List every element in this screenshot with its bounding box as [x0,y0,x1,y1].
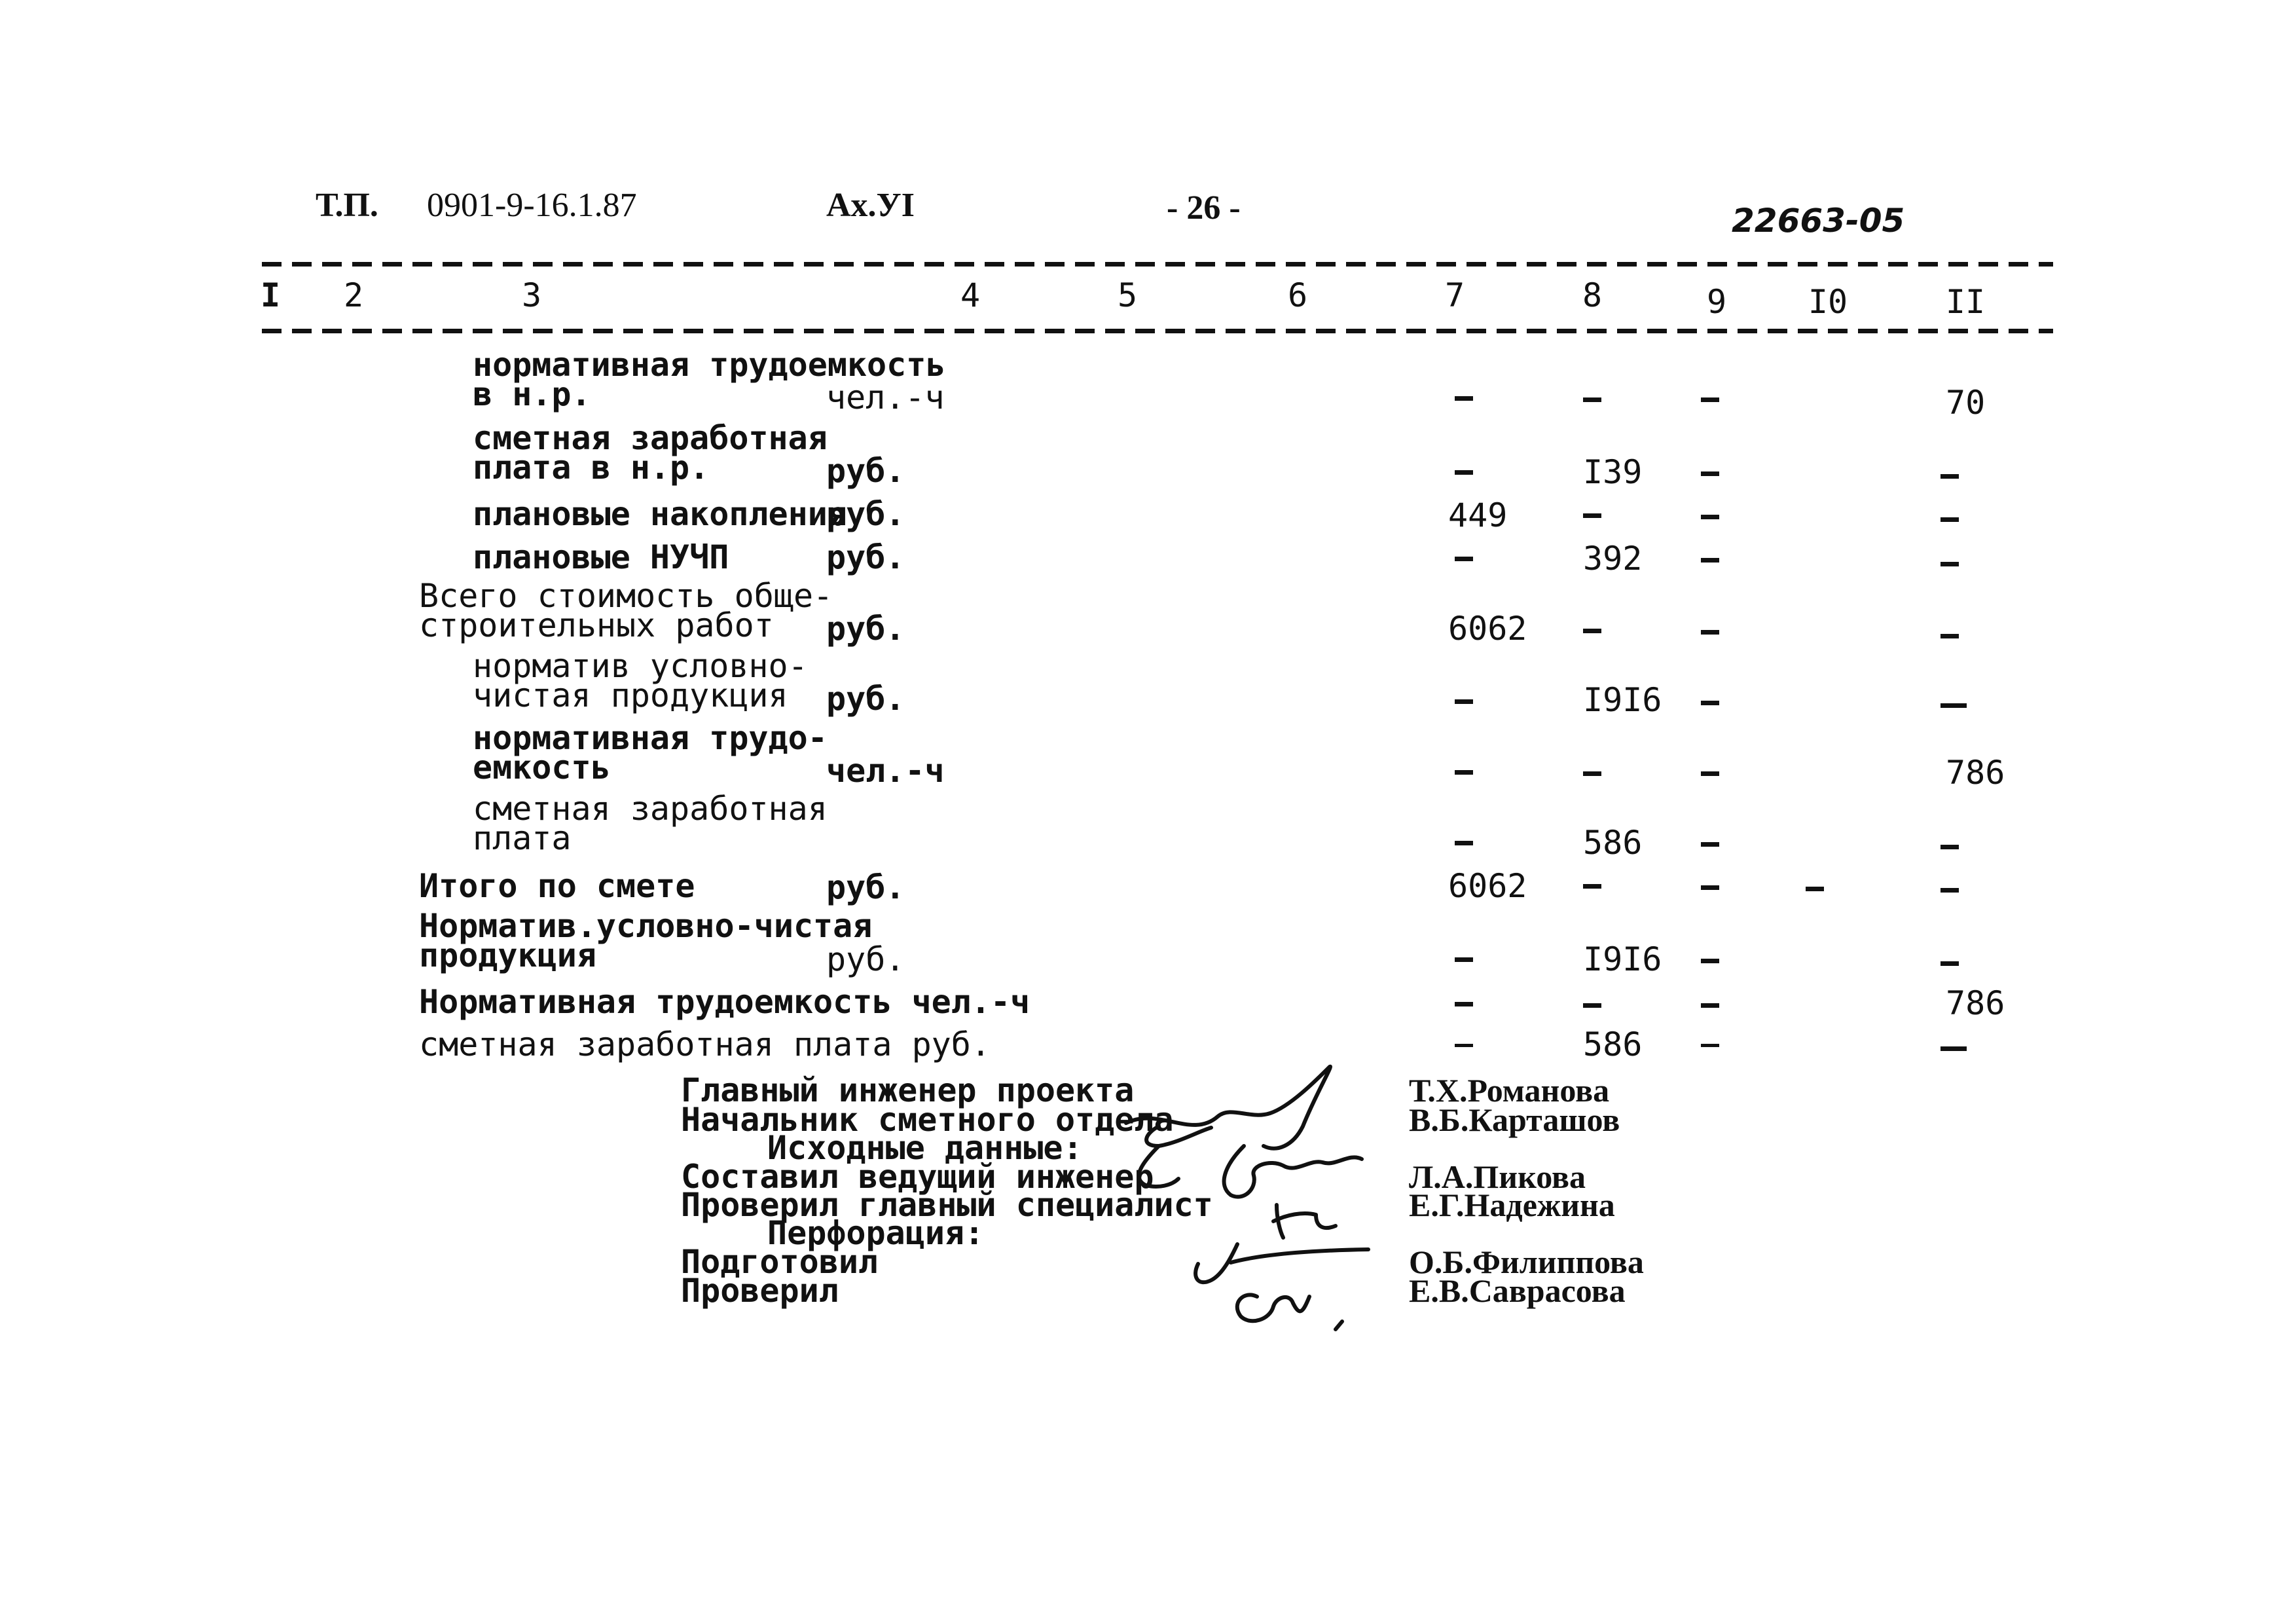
table-row-label: сметная заработная плата в н.р. [473,419,828,487]
table-row-label: сметная заработная плата руб. [419,1025,991,1063]
header-rule-top [262,262,2053,267]
col-header-5: 5 [1117,276,1138,314]
col-header-2: 2 [343,276,364,314]
compiled-by-role: Составил ведущий инженер [681,1158,1154,1196]
table-row-unit: руб. [826,452,905,490]
empty-cell-dash [1701,771,1719,776]
handwritten-doc-number: 22663-05 [1732,202,1905,240]
table-row-unit: руб. [826,610,905,648]
empty-cell-dash [1583,884,1601,889]
chief-engineer-name: Т.Х.Романова [1409,1072,1610,1109]
empty-cell-dash [1701,397,1719,402]
col-header-1: I [260,276,281,314]
col-header-10: I0 [1808,283,1848,321]
empty-cell-dash [1941,562,1959,566]
table-row-label: плановые накопления [473,495,847,533]
dept-head-role: Начальник сметного отдела [681,1101,1174,1139]
empty-cell-dash [1701,959,1719,963]
empty-cell-dash [1583,513,1601,518]
table-row-label: Итого по смете [419,867,695,905]
col-header-3: 3 [521,276,542,314]
empty-cell-dash [1941,845,1959,849]
checked-by-chief-name: Е.Г.Надежина [1409,1187,1615,1223]
table-row-label: Нормативная трудоемкость чел.-ч [419,983,1030,1021]
col-header-11: II [1945,283,1986,321]
empty-cell-dash [1941,1046,1967,1051]
empty-cell-dash [1941,703,1967,708]
empty-cell-dash [1583,771,1601,776]
empty-cell-dash [1583,1003,1601,1008]
empty-cell-dash [1941,888,1959,893]
chief-engineer-role: Главный инженер проекта [681,1071,1135,1109]
col-header-4: 4 [960,276,981,314]
empty-cell-dash [1701,885,1719,890]
source-data-heading: Исходные данные: [767,1129,1083,1167]
empty-cell-dash [1806,887,1824,891]
empty-cell-dash [1455,1044,1473,1047]
value-cell: I39 [1583,453,1643,491]
empty-cell-dash [1583,629,1601,633]
compiled-by-name: Л.А.Пикова [1409,1158,1586,1195]
empty-cell-dash [1701,558,1719,563]
value-cell: 70 [1946,384,1986,422]
table-row-label: нормативная трудоемкость в н.р. [473,346,946,413]
col-header-6: 6 [1287,276,1308,314]
table-row-unit: руб. [826,868,905,906]
empty-cell-dash [1455,841,1473,845]
dept-head-name: В.Б.Карташов [1409,1101,1620,1138]
checked-by-name: Е.В.Саврасова [1409,1272,1626,1309]
table-row-unit: руб. [826,495,905,533]
empty-cell-dash [1701,701,1719,705]
col-header-8: 8 [1582,276,1603,314]
table-row-label: сметная заработная плата [473,790,828,857]
empty-cell-dash [1941,474,1959,479]
table-row-label: плановые НУЧП [473,538,729,576]
empty-cell-dash [1455,1002,1473,1006]
empty-cell-dash [1583,397,1601,402]
empty-cell-dash [1455,699,1473,704]
table-row-unit: чел.-ч [826,752,945,790]
value-cell: I9I6 [1583,940,1662,978]
empty-cell-dash [1701,471,1719,476]
header-rule-bottom [262,329,2053,333]
table-row-label: Всего стоимость обще- строительных работ [419,577,833,644]
empty-cell-dash [1701,842,1719,847]
col-header-7: 7 [1444,276,1465,314]
value-cell: 586 [1583,1025,1643,1063]
perforation-heading: Перфорация: [767,1214,985,1252]
empty-cell-dash [1701,1003,1719,1008]
value-cell: 786 [1946,984,2005,1022]
prepared-by-role: Подготовил [681,1243,879,1281]
empty-cell-dash [1455,557,1473,561]
empty-cell-dash [1455,396,1473,401]
empty-cell-dash [1701,1044,1719,1047]
value-cell: 586 [1583,824,1643,862]
empty-cell-dash [1455,470,1473,475]
project-code: 0901-9-16.1.87 [427,187,637,224]
handwritten-signatures [1120,1054,1394,1345]
value-cell: 392 [1583,540,1643,578]
col-header-9: 9 [1706,283,1727,321]
empty-cell-dash [1701,630,1719,635]
empty-cell-dash [1455,770,1473,775]
value-cell: 449 [1448,496,1508,534]
album-label: Ах.УI [826,187,915,224]
value-cell: 6062 [1448,610,1527,648]
value-cell: I9I6 [1583,681,1662,719]
table-row-label: норматив условно- чистая продукция [473,647,808,714]
tp-label: Т.П. [316,187,378,224]
empty-cell-dash [1941,961,1959,966]
checked-by-role: Проверил [681,1272,839,1310]
table-row-unit: руб. [826,538,905,576]
table-row-unit: руб. [826,680,905,718]
empty-cell-dash [1455,957,1473,962]
value-cell: 786 [1946,754,2005,792]
table-row-unit: чел.-ч [826,378,945,416]
table-row-label: Норматив.условно-чистая продукция [419,907,873,974]
empty-cell-dash [1941,634,1959,638]
table-row-unit: руб. [826,940,905,978]
checked-by-chief-role: Проверил главный специалист [681,1186,1213,1224]
prepared-by-name: О.Б.Филиппова [1409,1244,1644,1280]
page-number: - 26 - [1167,189,1241,227]
value-cell: 6062 [1448,867,1527,905]
table-row-label: нормативная трудо- емкость [473,719,828,786]
empty-cell-dash [1701,515,1719,519]
empty-cell-dash [1941,517,1959,522]
